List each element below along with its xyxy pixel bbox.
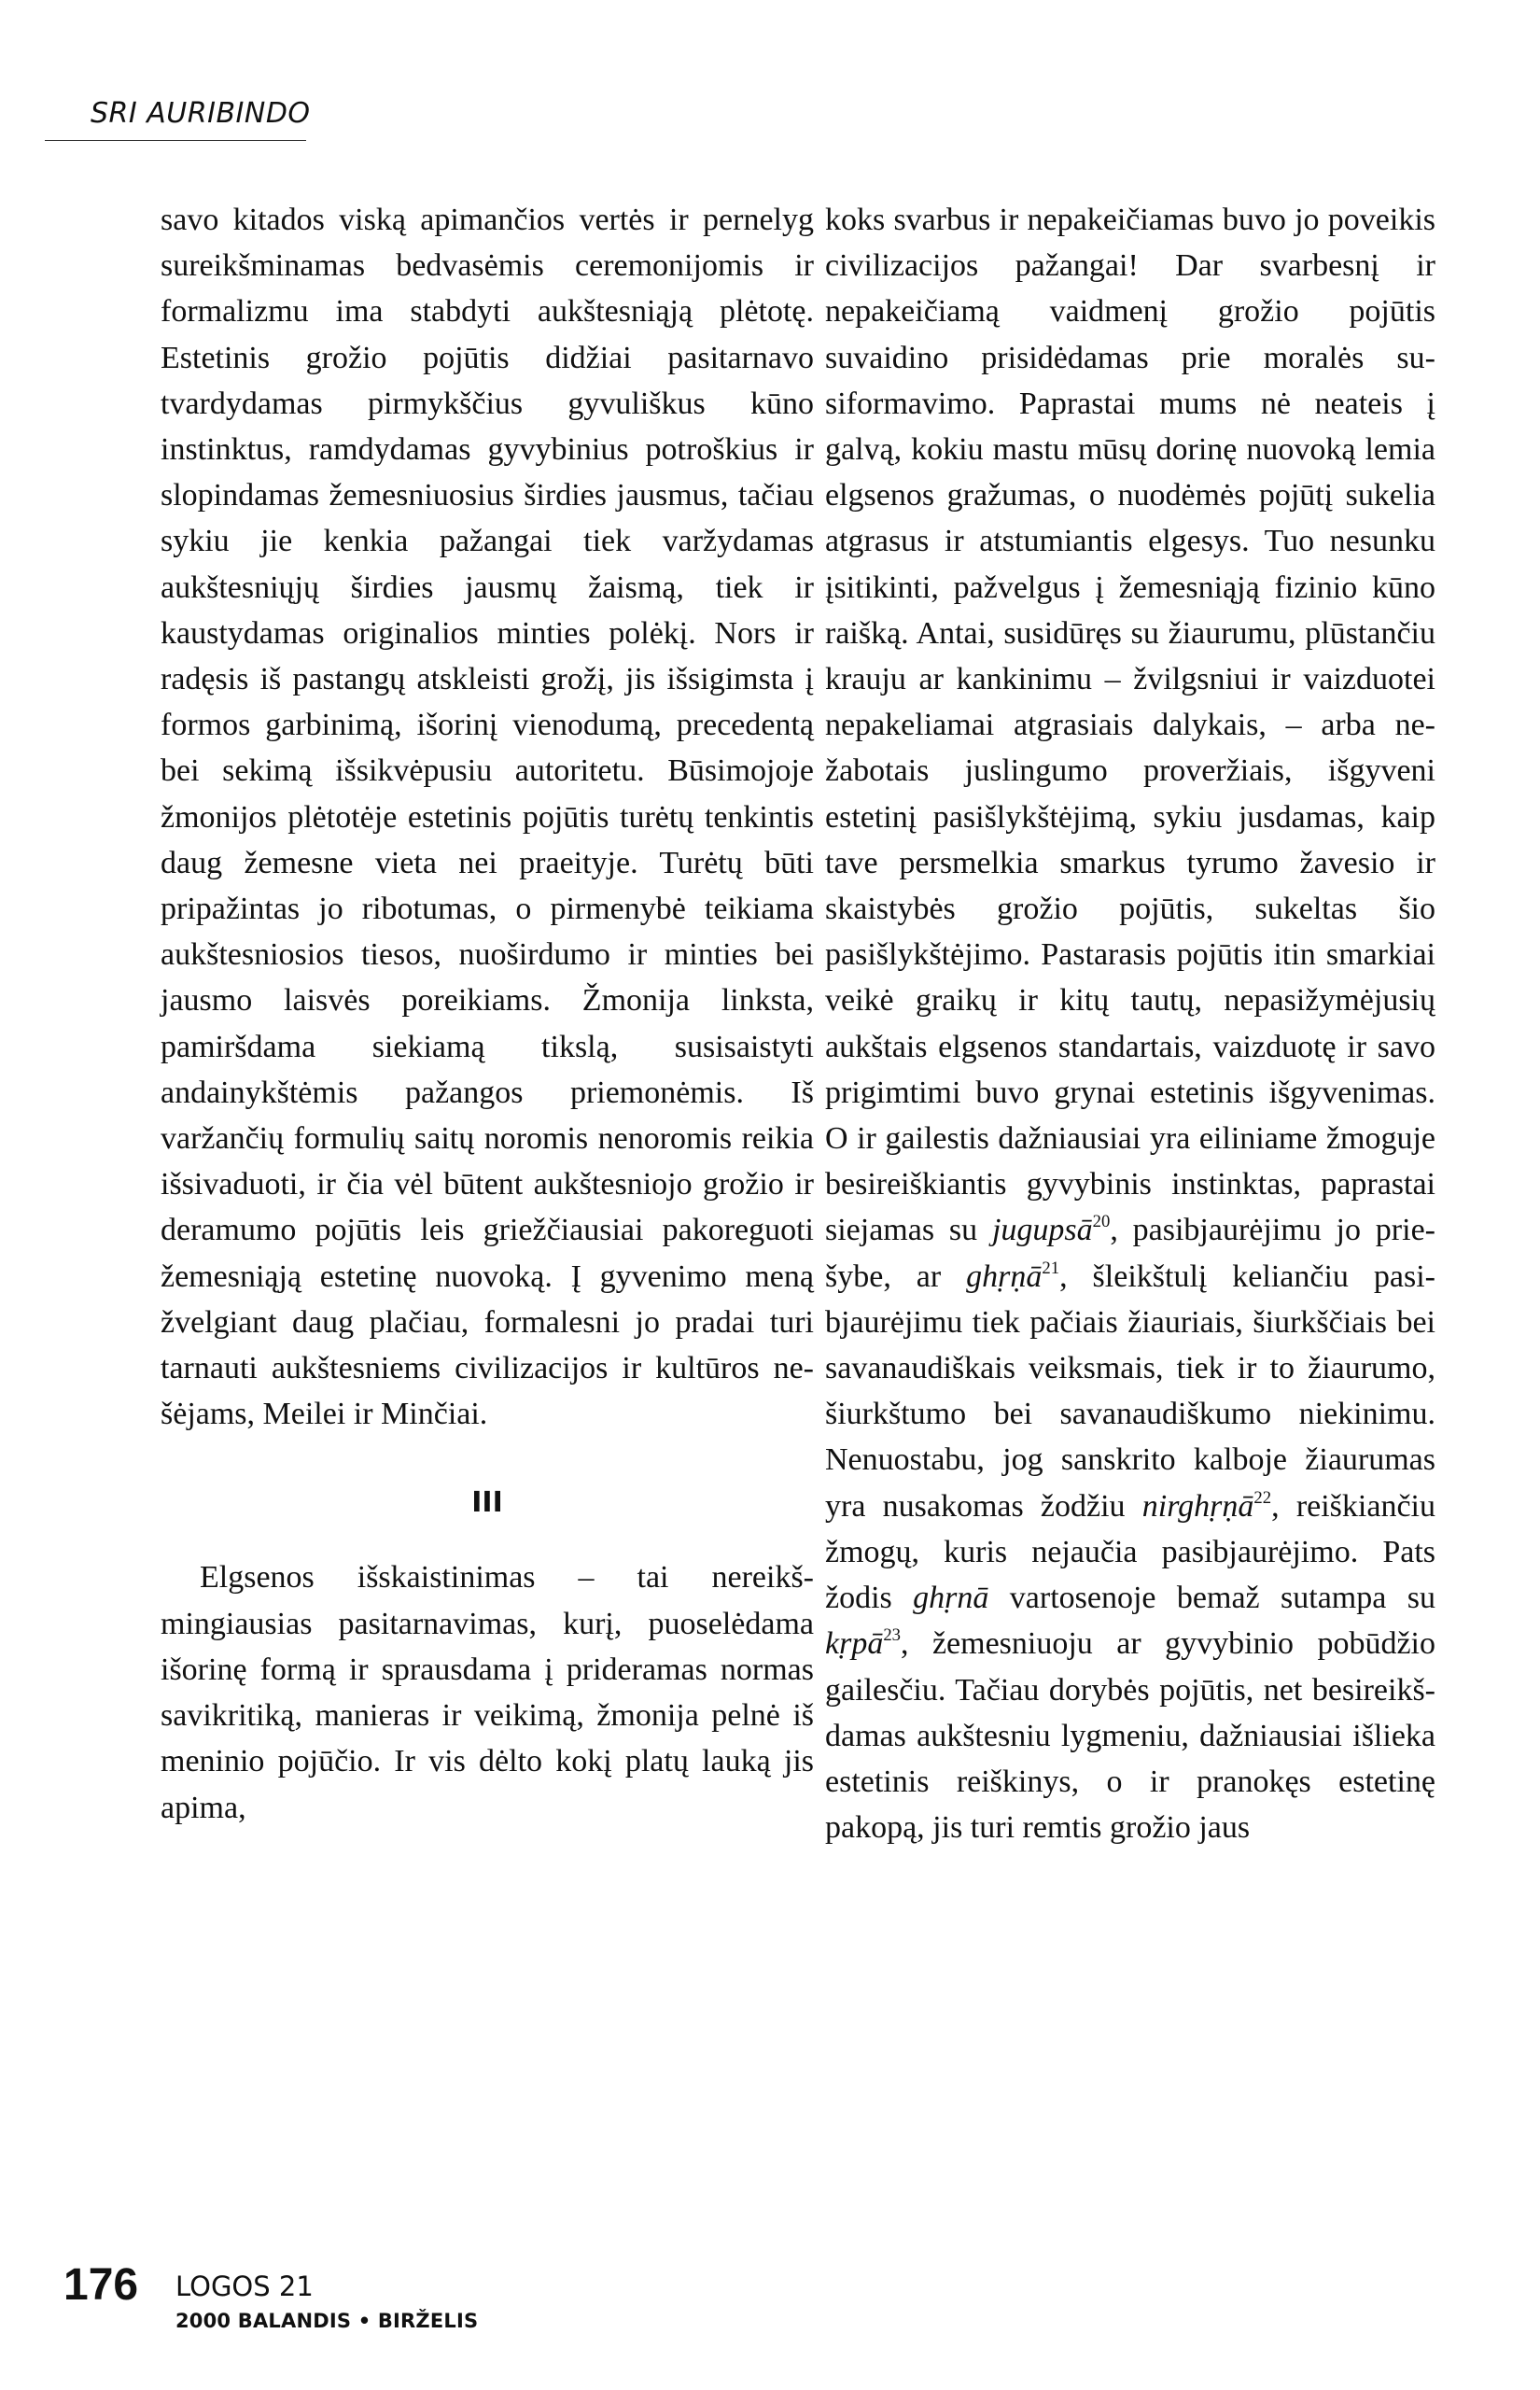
body-paragraph: Elgsenos išskaistinimas – tai nereikšmingiausias pasitarnavimas, kurį, puoselėdama išorinę formą ir sprausdama į prideramas normas savikritiką, manieras ir veikimą, žmonija pelnė iš meninio pojūčio. Ir vis dėlto kokį platų lauką jis apima, bbox=[161, 1560, 814, 1825]
body-paragraph: savo kitados viską apimančios vertės ir pernelyg sureikšminamas bedvasėmis ceremonijomis ir formalizmu ima stabdyti aukštesniąją plėtotę. Estetinis grožio pojūtis didžiai pasitarnavo tvardydamas pirmykščius gyvuliškus kūno instinktus, ramdydamas gyvybinius potroškius ir slopindamas žemesniuosius širdies jausmus, tačiau sykiu jie kenkia pažangai tiek varžydamas aukštesniųjų širdies jausmų žaismą, tiek ir kaustydamas originalios minties polėkį. Nors ir radęsis iš pastangų atskleisti grožį, jis išsigimsta į formos garbinimą, išorinį vienodumą, precedentą bei sekimą išsikvėpusiu autoritetu. Būsimojoje žmonijos plėtotėje estetinis pojūtis turėtų tenkintis daug žemesne vieta nei praeityje. Turėtų būti pripažintas jo ribotumas, o pirmenybė teikiama aukštesniosios tiesos, nuoširdumo ir minties bei jausmo laisvės poreikiams. Žmonija linksta, pamiršdama siekiamą tikslą, susisaistyti andainykštėmis pažangos priemonėmis. Iš varžančių formulių saitų noromis nenoromis reikia išsivaduoti, ir čia vėl būtent aukštesniojo grožio ir deramumo pojūtis leis griežčiausiai pakoreguoti žemesniąją estetinę nuovoką. Į gyvenimo meną žvelgiant daug plačiau, formalesni jo pradai turi tarnauti aukštesniems civilizacijos ir kultūros nešėjams, Meilei ir Minčiai. bbox=[161, 203, 814, 1432]
section-heading: III bbox=[471, 1486, 503, 1520]
running-head: SRI AURIBINDO bbox=[91, 97, 311, 130]
sanskrit-term: nirghṛṇā bbox=[1141, 1488, 1254, 1524]
sanskrit-term: ghṛnā bbox=[913, 1581, 989, 1616]
footnote-ref: 20 bbox=[1092, 1212, 1111, 1232]
footnote-ref: 23 bbox=[883, 1625, 902, 1646]
sanskrit-term: jugupsā bbox=[991, 1213, 1093, 1248]
sanskrit-term: ghṛṇā bbox=[966, 1258, 1043, 1294]
sanskrit-term: kṛpā bbox=[825, 1626, 884, 1662]
journal-name: LOGOS 21 bbox=[175, 2270, 314, 2302]
left-column bbox=[161, 197, 814, 1831]
footnote-ref: 21 bbox=[1042, 1258, 1060, 1278]
footnote-ref: 22 bbox=[1253, 1487, 1272, 1508]
page-number: 176 bbox=[63, 2260, 139, 2310]
journal-date: 2000 BALANDIS • BIRŽELIS bbox=[175, 2310, 479, 2332]
right-column bbox=[825, 197, 1435, 1850]
body-paragraph: koks svarbus ir nepakeičiamas buvo jo poveikis civilizacijos pažangai! Dar svarbesnį ir nepakeičiamą vaidmenį grožio pojūtis suvaidino prisidėdamas prie moralės susiformavimo. Paprastai mums nė neateis į galvą, kokiu mastu mūsų dorinę nuovoką lemia elgsenos gražumas, o nuodėmės pojūtį sukelia atgrasus ir atstumiantis elgesys. Tuo nesunku įsitikinti, pažvelgus į žemesniąją fizinio kūno raišką. Antai, susidūręs su žiaurumu, plūstančiu krauju ar kankinimu – žvilgsniui ir vaizduotei nepakeliamai atgrasiais dalykais, – arba nežabotais juslingumo proveržiais, išgyveni estetinį pasišlykštėjimą, sykiu jusdamas, kaip tave persmelkia smarkus tyrumo žavesio ir skaistybės grožio pojūtis, sukeltas šio pasišlykštėjimo. Pastarasis pojūtis itin smarkiai veikė graikų ir kitų tautų, nepasižymėjusių aukštais elgsenos standartais, vaizduotę ir savo prigimtimi buvo grynai estetinis išgyvenimas. O ir gailestis dažniausiai yra eiliniame žmoguje besireiškiantis gyvybinis instinktas, paprastai siejamas su jugupsā$^{20}$, pasibjaurėjimu jo priešybe, ar ghṛṇā$^{21}$, šleikštulį keliančiu pasibjaurėjimu tiek pačiais žiauriais, šiurkščiais bei savanaudiškais veiksmais, tiek ir to žiaurumo, šiurkštumo bei savanaudiškumo niekinimu. Nenuostabu, jog sanskrito kalboje žiaurumas yra nusakomas žodžiu nirghṛṇā$^{22}$, reiškiančiu žmogų, kuris nejaučia pasibjaurėjimo. Pats žodis ghṛnā vartosenoje bemaž sutampa su kṛpā$^{23}$, žemesniuoju ar gyvybinio pobūdžio gailesčiu. Tačiau dorybės pojūtis, net besireikšdamas aukštesniu lygmeniu, dažniausiai išlieka estetinis reiškinys, o ir pranokęs estetinę pakopą, jis turi remtis grožio jaus bbox=[825, 203, 1435, 1846]
header-rule bbox=[45, 140, 306, 141]
